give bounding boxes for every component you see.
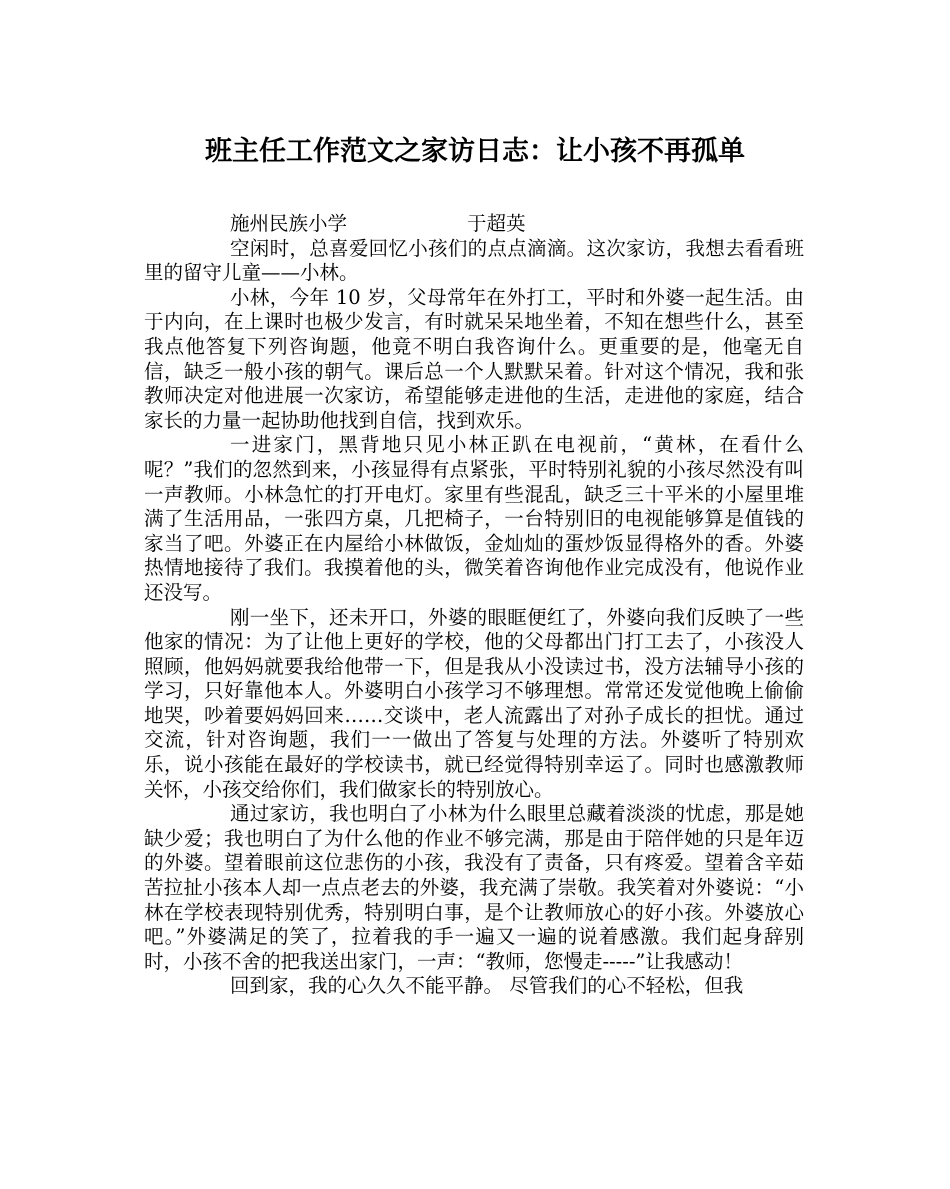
paragraph: 刚一坐下，还未开口，外婆的眼眶便红了，外婆向我们反映了一些他家的情况：为了让他上更好的学校，他的父母都出门打工去了，小孩没人照顾，他妈妈就要我给他带一下，但是我从小没读过书，没方法辅导小孩的学习，只好靠他本人。外婆明白小孩学习不够理想。常常还发觉他晚上偷偷地哭，吵着要妈妈回来……交谈中，老人流露出了对孙子成长的担忧。通过交流，针对咨询题，我们一一做出了答复与处理的方法。外婆听了特别欢乐，说小孩能在最好的学校读书，就已经觉得特别幸运了。同时也感激教师关怀，小孩交给你们，我们做家长的特别放心。	[144, 605, 804, 801]
paragraph: 小林，今年 10 岁，父母常年在外打工，平时和外婆一起生活。由于内向，在上课时也极少发言，有时就呆呆地坐着，不知在想些什么，甚至我点他答复下列咨询题，他竟不明白我咨询什么。更重要的是，他毫无自信，缺乏一般小孩的朝气。课后总一个人默默呆着。针对这个情况，我和张教师决定对他进展一次家访，希望能够走进他的生活，走进他的家庭，结合家长的力量一起协助他找到自信，找到欢乐。	[144, 285, 804, 432]
paragraph: 空闲时，总喜爱回忆小孩们的点点滴滴。这次家访，我想去看看班里的留守儿童——小林。	[144, 236, 804, 285]
document-title: 班主任工作范文之家访日志：让小孩不再孤单	[205, 136, 745, 167]
school-name: 施州民族小学	[230, 212, 348, 235]
paragraph: 通过家访，我也明白了小林为什么眼里总藏着淡淡的忧虑，那是她缺少爱；我也明白了为什么他的作业不够完满，那是由于陪伴她的只是年迈的外婆。望着眼前这位悲伤的小孩，我没有了责备，只有疼爱。望着含辛茹苦拉扯小孩本人却一点点老去的外婆，我充满了崇敬。我笑着对外婆说：“小林在学校表现特别优秀，特别明白事，是个让教师放心的好小孩。外婆放心吧。”外婆满足的笑了，拉着我的手一遍又一遍的说着感激。我们起身辞别时，小孩不舍的把我送出家门，一声：“教师，您慢走-----”让我感动！	[144, 802, 804, 973]
document-body	[144, 212, 804, 999]
byline	[144, 212, 804, 237]
author-name: 于超英	[467, 212, 526, 235]
paragraph: 一进家门，黑背地只见小林正趴在电视前，“黄林，在看什么呢？”我们的忽然到来，小孩显得有点紧张，平时特别礼貌的小孩尽然没有叫一声教师。小林急忙的打开电灯。家里有些混乱，缺乏三十平米的小屋里堆满了生活用品，一张四方桌，几把椅子，一台特别旧的电视能够算是值钱的家当了吧。外婆正在内屋给小林做饭，金灿灿的蛋炒饭显得格外的香。外婆热情地接待了我们。我摸着他的头，微笑着咨询他作业完成没有，他说作业还没写。	[144, 433, 804, 604]
paragraph: 回到家，我的心久久不能平静。 尽管我们的心不轻松，但我	[230, 974, 744, 998]
